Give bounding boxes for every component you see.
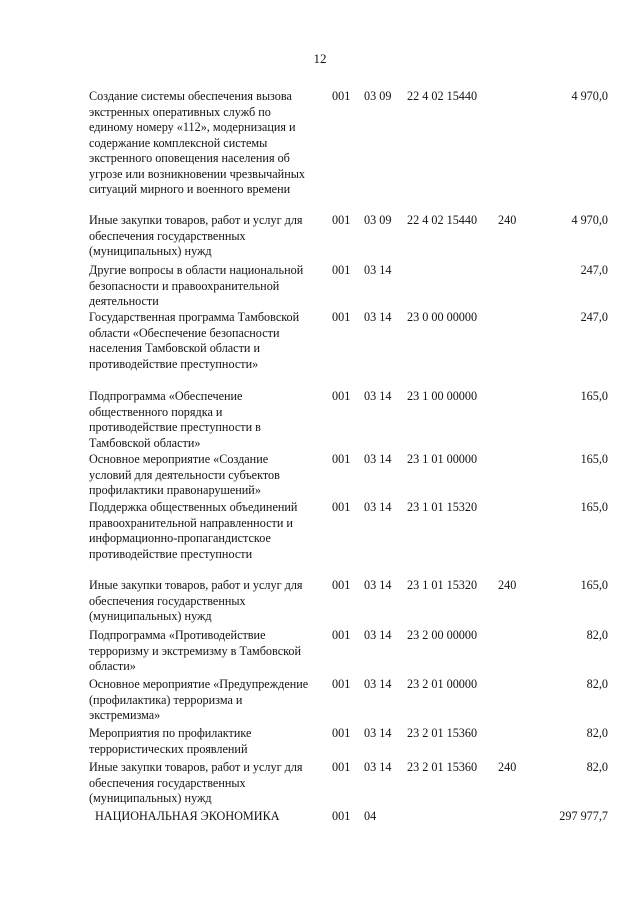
target-article-code: 23 0 00 00000 (407, 310, 478, 324)
ministry-code: 001 (332, 389, 351, 403)
section-code: 03 14 (364, 500, 392, 514)
row-name: Подпрограмма «Противодействие терроризму и экстремизму в Тамбовской области» (89, 628, 302, 673)
ministry-code: 001 (332, 310, 351, 324)
row-name: Основное мероприятие «Создание условий для деятельности субъектов профилактики правонарушений» (89, 452, 280, 497)
section-code: 03 14 (364, 578, 392, 592)
page-number: 12 (313, 51, 327, 66)
amount: 4 970,0 (571, 89, 608, 103)
amount: 82,0 (586, 760, 608, 774)
amount: 165,0 (580, 578, 608, 592)
row-name: Иные закупки товаров, работ и услуг для обеспечения государственных (муниципальных) нужд (89, 578, 303, 623)
expense-type-code: 240 (498, 760, 517, 774)
row-name: Иные закупки товаров, работ и услуг для обеспечения государственных (муниципальных) нужд (89, 213, 303, 258)
section-code: 03 14 (364, 263, 392, 277)
section-code: 03 14 (364, 628, 392, 642)
section-code: 03 14 (364, 389, 392, 403)
target-article-code: 23 2 01 15360 (407, 726, 478, 740)
amount: 165,0 (580, 500, 608, 514)
row-name: Иные закупки товаров, работ и услуг для обеспечения государственных (муниципальных) нужд (89, 760, 303, 805)
ministry-code: 001 (332, 500, 351, 514)
ministry-code: 001 (332, 213, 351, 227)
ministry-code: 001 (332, 677, 351, 691)
row-name: Подпрограмма «Обеспечение общественного порядка и противодействие преступности в Тамбовской области» (89, 389, 261, 450)
row-name: Поддержка общественных объединений правоохранительной направленности и информационно-пропагандистское противодействие преступности (89, 500, 298, 561)
target-article-code: 23 2 01 15360 (407, 760, 478, 774)
expense-type-code: 240 (498, 578, 517, 592)
section-code: 03 09 (364, 89, 392, 103)
amount: 165,0 (580, 389, 608, 403)
ministry-code: 001 (332, 760, 351, 774)
expense-type-code: 240 (498, 213, 517, 227)
amount: 82,0 (586, 726, 608, 740)
amount: 247,0 (580, 263, 608, 277)
target-article-code: 23 1 00 00000 (407, 389, 478, 403)
ministry-code: 001 (332, 452, 351, 466)
target-article-code: 23 1 01 15320 (407, 500, 478, 514)
target-article-code: 23 2 00 00000 (407, 628, 478, 642)
section-code: 03 14 (364, 677, 392, 691)
section-code: 03 14 (364, 760, 392, 774)
row-name: Государственная программа Тамбовской области «Обеспечение безопасности населения Тамбовской области и противодействие преступности» (89, 310, 300, 371)
section-code: 03 14 (364, 726, 392, 740)
section-code: 03 09 (364, 213, 392, 227)
target-article-code: 22 4 02 15440 (407, 89, 478, 103)
row-name: Основное мероприятие «Предупреждение (профилактика) терроризма и экстремизма» (89, 677, 309, 722)
row-name: Создание системы обеспечения вызова экстренных оперативных служб по единому номеру «112», модернизация и содержание комплексной системы экстренного оповещения населения об угрозе или возникновении чрезвычайных ситуаций мирного и военного времени (89, 89, 305, 196)
target-article-code: 22 4 02 15440 (407, 213, 478, 227)
target-article-code: 23 1 01 00000 (407, 452, 478, 466)
ministry-code: 001 (332, 809, 351, 823)
amount: 297 977,7 (559, 809, 608, 823)
ministry-code: 001 (332, 578, 351, 592)
row-name: НАЦИОНАЛЬНАЯ ЭКОНОМИКА (95, 809, 280, 823)
section-code: 03 14 (364, 452, 392, 466)
row-name: Мероприятия по профилактике террористических проявлений (89, 726, 252, 756)
ministry-code: 001 (332, 89, 351, 103)
section-code: 03 14 (364, 310, 392, 324)
ministry-code: 001 (332, 263, 351, 277)
target-article-code: 23 2 01 00000 (407, 677, 478, 691)
row-name: Другие вопросы в области национальной безопасности и правоохранительной деятельности (89, 263, 304, 308)
amount: 165,0 (580, 452, 608, 466)
ministry-code: 001 (332, 726, 351, 740)
amount: 247,0 (580, 310, 608, 324)
amount: 82,0 (586, 628, 608, 642)
section-code: 04 (364, 809, 377, 823)
amount: 82,0 (586, 677, 608, 691)
amount: 4 970,0 (571, 213, 608, 227)
ministry-code: 001 (332, 628, 351, 642)
target-article-code: 23 1 01 15320 (407, 578, 478, 592)
